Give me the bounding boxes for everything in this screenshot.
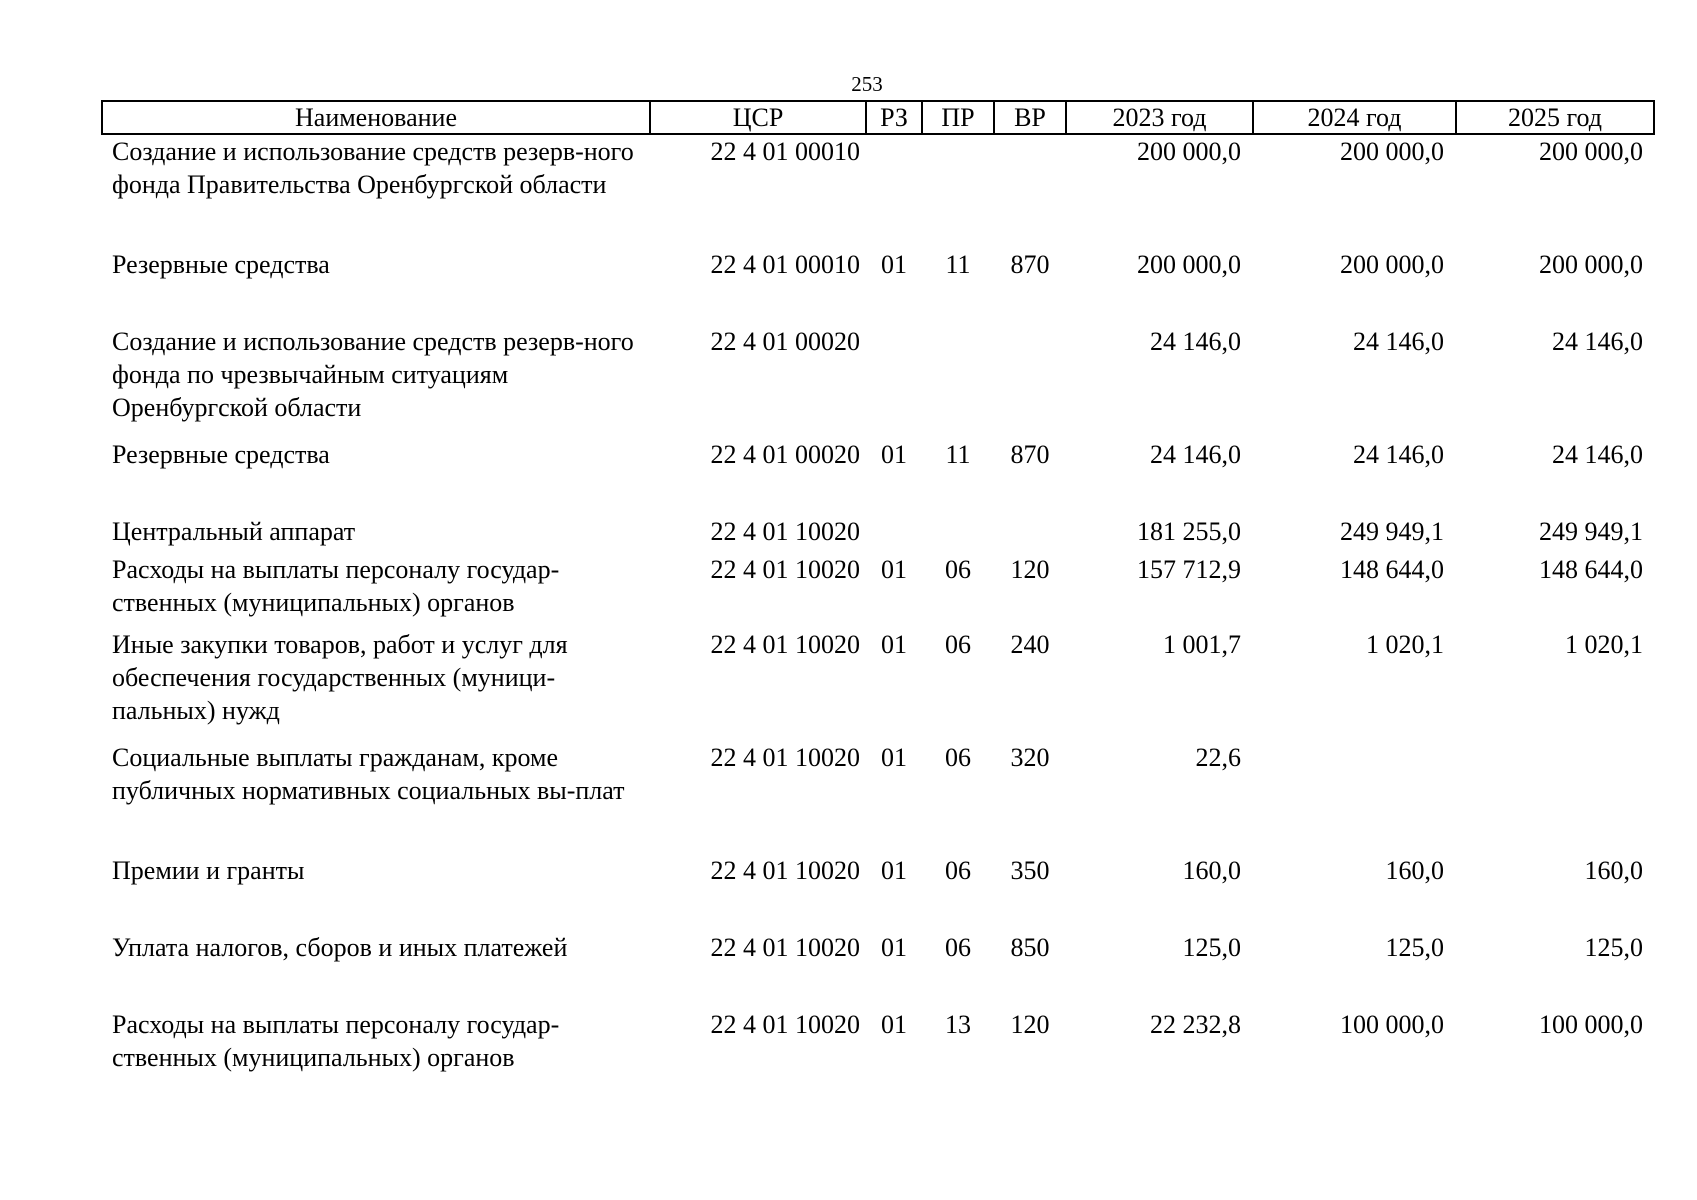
row-name: Центральный аппарат [112,517,356,546]
row-name: Социальные выплаты гражданам, кроме публичных нормативных социальных вы-плат [112,743,625,805]
row-pr: 06 [945,856,971,885]
row-rz: 01 [881,743,907,772]
row-csr: 22 4 01 10020 [710,555,860,584]
table-row [102,515,1654,553]
row-2024: 100 000,0 [1340,1010,1444,1039]
budget-table [101,100,1655,1078]
row-pr [922,134,994,248]
row-2024: 125,0 [1385,933,1444,962]
row-2023: 125,0 [1182,933,1241,962]
row-2025: 148 644,0 [1539,555,1643,584]
row-2025: 249 949,1 [1539,517,1643,546]
row-pr: 06 [945,933,971,962]
row-2023: 22 232,8 [1150,1010,1241,1039]
row-vr: 320 [1010,743,1050,772]
header-2023: 2023 год [1066,101,1253,134]
row-vr: 870 [1010,440,1050,469]
row-name: Резервные средства [112,250,330,279]
header-rz: РЗ [866,101,922,134]
row-csr: 22 4 01 10020 [710,517,860,546]
row-rz [866,325,922,438]
row-pr: 11 [945,250,971,279]
row-2023: 181 255,0 [1137,517,1241,546]
row-name: Резервные средства [112,440,330,469]
row-2025: 100 000,0 [1539,1010,1643,1039]
row-2024 [1253,741,1456,854]
row-pr: 11 [945,440,971,469]
row-rz: 01 [881,250,907,279]
row-pr: 06 [945,743,971,772]
row-csr: 22 4 01 00010 [710,250,860,279]
row-2024: 24 146,0 [1353,327,1444,356]
row-2023: 1 001,7 [1163,630,1241,659]
row-csr: 22 4 01 10020 [710,630,860,659]
row-pr: 13 [945,1010,971,1039]
table-row [102,134,1654,248]
row-2025: 24 146,0 [1552,440,1643,469]
row-2023: 157 712,9 [1137,555,1241,584]
row-pr [922,515,994,553]
header-pr: ПР [922,101,994,134]
row-vr: 870 [1010,250,1050,279]
row-rz: 01 [881,856,907,885]
row-2023: 160,0 [1182,856,1241,885]
row-rz [866,134,922,248]
row-2023: 24 146,0 [1150,327,1241,356]
table-row [102,438,1654,515]
row-name: Расходы на выплаты персоналу государ-ственных (муниципальных) органов [112,555,560,617]
row-2025: 125,0 [1584,933,1643,962]
row-rz: 01 [881,555,907,584]
table-row [102,854,1654,931]
table-row [102,628,1654,741]
table-row [102,248,1654,325]
row-csr: 22 4 01 10020 [710,743,860,772]
table-row [102,741,1654,854]
row-2024: 249 949,1 [1340,517,1444,546]
row-2025: 200 000,0 [1539,137,1643,166]
row-csr: 22 4 01 00020 [710,327,860,356]
row-2024: 160,0 [1385,856,1444,885]
row-2024: 200 000,0 [1340,137,1444,166]
row-rz: 01 [881,440,907,469]
row-pr: 06 [945,630,971,659]
row-2024: 24 146,0 [1353,440,1444,469]
header-2024: 2024 год [1253,101,1456,134]
row-2025: 160,0 [1584,856,1643,885]
row-2025 [1456,741,1654,854]
header-csr: ЦСР [650,101,866,134]
row-2024: 148 644,0 [1340,555,1444,584]
row-2025: 24 146,0 [1552,327,1643,356]
row-2023: 22,6 [1195,743,1241,772]
row-csr: 22 4 01 00010 [710,137,860,166]
table-row [102,325,1654,438]
row-pr [922,325,994,438]
row-csr: 22 4 01 10020 [710,933,860,962]
row-vr [994,515,1066,553]
row-2023: 200 000,0 [1137,250,1241,279]
row-vr [994,134,1066,248]
row-rz: 01 [881,630,907,659]
row-name: Создание и использование средств резерв-ного фонда Правительства Оренбургской области [112,137,634,199]
table-row [102,931,1654,1008]
page-number: 253 [851,72,883,96]
row-rz: 01 [881,933,907,962]
row-name: Иные закупки товаров, работ и услуг для обеспечения государственных (муници-пальных) нужд [112,630,568,725]
row-2025: 200 000,0 [1539,250,1643,279]
row-2025: 1 020,1 [1565,630,1643,659]
header-name: Наименование [102,101,650,134]
row-pr: 06 [945,555,971,584]
table-row [102,553,1654,628]
table-row [102,1008,1654,1078]
row-csr: 22 4 01 00020 [710,440,860,469]
row-vr: 120 [1010,555,1050,584]
row-2024: 200 000,0 [1340,250,1444,279]
row-rz [866,515,922,553]
row-vr: 120 [1010,1010,1050,1039]
row-name: Премии и гранты [112,856,305,885]
header-vr: ВР [994,101,1066,134]
row-2023: 200 000,0 [1137,137,1241,166]
row-2023: 24 146,0 [1150,440,1241,469]
row-name: Создание и использование средств резерв-ного фонда по чрезвычайным ситуациям Оренбургской области [112,327,634,422]
row-rz: 01 [881,1010,907,1039]
row-vr [994,325,1066,438]
row-vr: 350 [1010,856,1050,885]
header-2025: 2025 год [1456,101,1654,134]
row-vr: 240 [1010,630,1050,659]
row-name: Уплата налогов, сборов и иных платежей [112,933,568,962]
row-vr: 850 [1010,933,1050,962]
table-header-row [102,101,1654,134]
row-csr: 22 4 01 10020 [710,1010,860,1039]
row-csr: 22 4 01 10020 [710,856,860,885]
row-name: Расходы на выплаты персоналу государ-ственных (муниципальных) органов [112,1010,560,1072]
row-2024: 1 020,1 [1366,630,1444,659]
